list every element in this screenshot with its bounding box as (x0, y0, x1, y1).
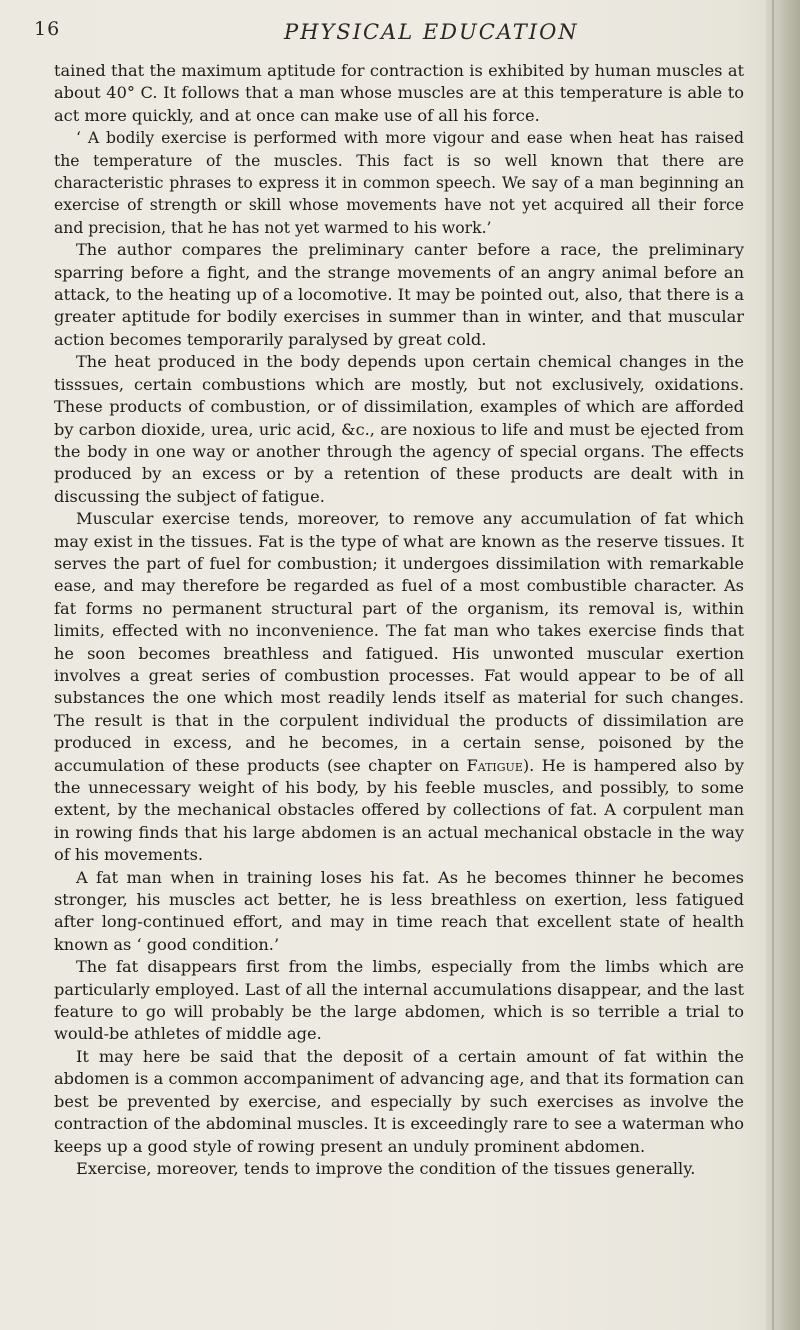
quoted-paragraph: ‘ A bodily exercise is performed with more vigour and ease when heat has raised the temperature of the muscles. This fact is so well known that there are characteristic phrases to express it in common speech. We say of a man beginning an exercise of strength or skill whose movements have not yet acquired all their force and precision, that he has not yet warmed to his work.’ (54, 129, 744, 237)
fatigue-chapter-reference: Fatigue (466, 755, 523, 775)
paragraph: Exercise, moreover, tends to improve the condition of the tissues generally. (76, 1158, 696, 1178)
paragraph-fat-exercise (54, 508, 744, 867)
paragraph-text: Muscular exercise tends, moreover, to remove any accumulation of fat which may exist in the tissues. Fat is the type of what are known as the reserve tissues. It serves the part of fuel for combustion; it undergoes dissimilation with remarkable ease, and may therefore be regarded as fuel of a most combustible character. As fat forms no permanent structural part of the organism, its removal is, within limits, effected with no inconvenience. The fat man who takes exercise finds that he soon becomes breathless and fatigued. His unwonted muscular exertion involves a great series of combustion processes. Fat would appear to be of all substances the one which most readily lends itself as material for such changes. The result is that in the corpulent individual the products of dissimilation are produced in excess, and he becomes, in a certain sense, poisoned by the accumulation of these products (see chapter on (54, 509, 744, 775)
page-number: 16 (34, 18, 61, 40)
paragraph: tained that the maximum aptitude for contraction is exhibited by human muscles at about 40° C. It follows that a man whose muscles are at this temperature is able to act more quickly, and at once can make use of all his force. (54, 61, 744, 125)
page-edge-shadow (766, 0, 800, 1330)
paragraph-text: ). He is hampered also by the unnecessary weight of his body, by his feeble muscles, and possibly, to some extent, by the mechanical obstacles offered by collections of fat. A corpulent man in rowing finds that his large abdomen is an actual mechanical obstacle in the way of his movements. (54, 755, 744, 865)
paragraph: The heat produced in the body depends upon certain chemical changes in the tisssues, certain combustions which are mostly, but not exclusively, oxidations. These products of combustion, or of dissimilation, examples of which are afforded by carbon dioxide, urea, uric acid, &c., are noxious to life and must be ejected from the body in one way or another through the agency of special organs. The effects produced by an excess or by a retention of these products are dealt with in discussing the subject of fatigue. (54, 352, 744, 506)
paragraph: It may here be said that the deposit of a certain amount of fat within the abdomen is a common accompaniment of advancing age, and that its formation can best be prevented by exercise, and especially by such exercises as involve the contraction of the abdominal muscles. It is exceedingly rare to see a waterman who keeps up a good style of rowing present an unduly prominent abdomen. (54, 1046, 744, 1156)
paragraph: A fat man when in training loses his fat. As he becomes thinner he becomes stronger, his muscles act better, he is less breathless on exertion, less fatigued after long-continued effort, and may in time reach that excellent state of health known as ‘ good condition.’ (54, 867, 744, 954)
page-header (34, 12, 734, 52)
body-text (54, 60, 744, 1180)
paragraph: The fat disappears first from the limbs, especially from the limbs which are particularly employed. Last of all the internal accumulations disappear, and the last feature to go will probably be the large abdomen, which is so terrible a trial to would-be athletes of middle age. (54, 957, 744, 1044)
paragraph: The author compares the preliminary canter before a race, the preliminary sparring before a fight, and the strange movements of an angry animal before an attack, to the heating up of a locomotive. It may be pointed out, also, that there is a greater aptitude for bodily exercises in summer than in winter, and that muscular action becomes temporarily paralysed by great cold. (54, 240, 744, 349)
running-head: PHYSICAL EDUCATION (284, 20, 579, 44)
